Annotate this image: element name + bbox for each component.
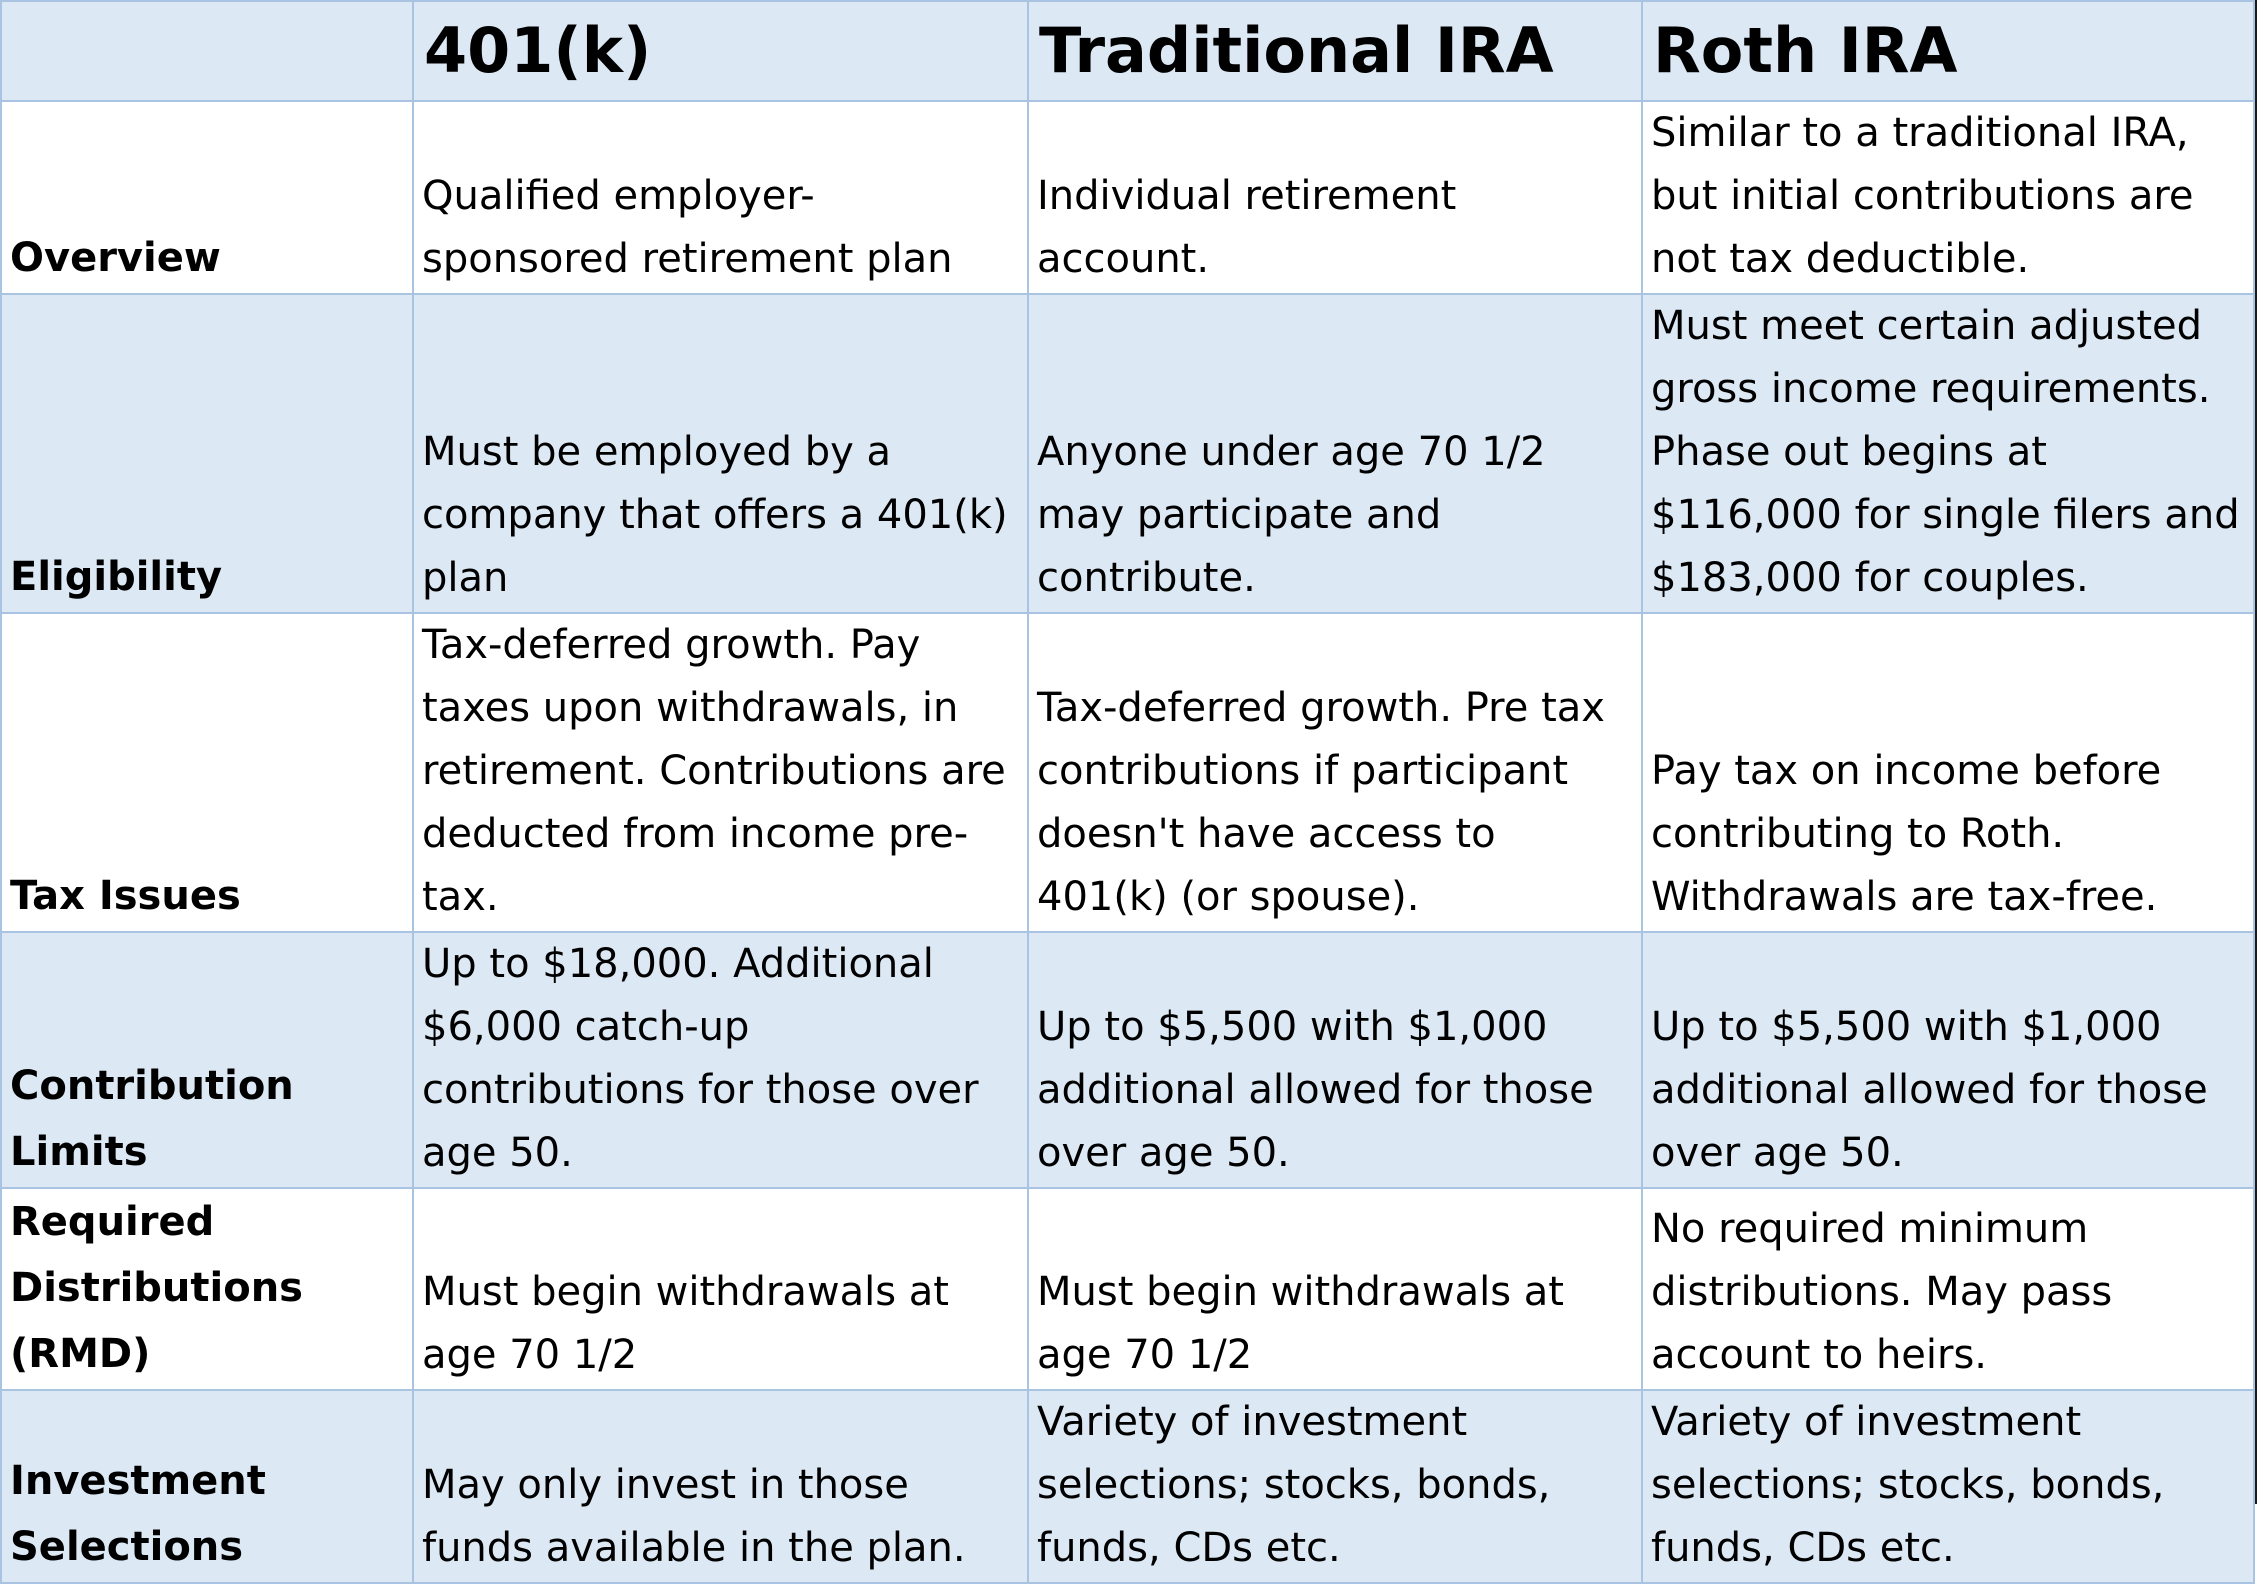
- cell-eligibility-roth-ira[interactable]: Must meet certain adjusted gross income requirements. Phase out begins at $116,000 for single filers and $183,000 for couples.: [1642, 294, 2254, 613]
- cell-tax-issues-roth-ira[interactable]: Pay tax on income before contributing to Roth. Withdrawals are tax-free.: [1642, 613, 2254, 932]
- cell-contribution-limits-roth-ira[interactable]: Up to $5,500 with $1,000 additional allowed for those over age 50.: [1642, 932, 2254, 1188]
- cell-investment-selections-traditional-ira[interactable]: Variety of investment selections; stocks, bonds, funds, CDs etc.: [1028, 1390, 1642, 1583]
- row-label-eligibility[interactable]: Eligibility: [1, 294, 413, 613]
- row-label-tax-issues[interactable]: Tax Issues: [1, 613, 413, 932]
- cell-overview-401k[interactable]: Qualified employer-sponsored retirement plan: [413, 101, 1028, 294]
- row-label-required-distributions[interactable]: Required Distributions (RMD): [1, 1188, 413, 1390]
- cell-required-distributions-roth-ira[interactable]: No required minimum distributions. May pass account to heirs.: [1642, 1188, 2254, 1390]
- header-401k[interactable]: 401(k): [413, 1, 1028, 101]
- cell-contribution-limits-traditional-ira[interactable]: Up to $5,500 with $1,000 additional allowed for those over age 50.: [1028, 932, 1642, 1188]
- cell-investment-selections-401k[interactable]: May only invest in those funds available in the plan.: [413, 1390, 1028, 1583]
- cell-required-distributions-401k[interactable]: Must begin withdrawals at age 70 1/2: [413, 1188, 1028, 1390]
- row-tax-issues: [1, 613, 2254, 932]
- cell-investment-selections-roth-ira[interactable]: Variety of investment selections; stocks, bonds, funds, CDs etc.: [1642, 1390, 2254, 1583]
- header-row: [1, 1, 2254, 101]
- cell-eligibility-traditional-ira[interactable]: Anyone under age 70 1/2 may participate and contribute.: [1028, 294, 1642, 613]
- cell-overview-roth-ira[interactable]: Similar to a traditional IRA, but initial contributions are not tax deductible.: [1642, 101, 2254, 294]
- row-required-distributions: [1, 1188, 2254, 1390]
- row-contribution-limits: [1, 932, 2254, 1188]
- cell-overview-traditional-ira[interactable]: Individual retirement account.: [1028, 101, 1642, 294]
- cell-tax-issues-traditional-ira[interactable]: Tax-deferred growth. Pre tax contributions if participant doesn't have access to 401(k) (or spouse).: [1028, 613, 1642, 932]
- row-eligibility: [1, 294, 2254, 613]
- row-label-investment-selections[interactable]: Investment Selections: [1, 1390, 413, 1583]
- cell-contribution-limits-401k[interactable]: Up to $18,000. Additional $6,000 catch-up contributions for those over age 50.: [413, 932, 1028, 1188]
- row-investment-selections: [1, 1390, 2254, 1583]
- row-overview: [1, 101, 2254, 294]
- header-roth-ira[interactable]: Roth IRA: [1642, 1, 2254, 101]
- header-corner-cell[interactable]: [1, 1, 413, 101]
- cell-eligibility-401k[interactable]: Must be employed by a company that offers a 401(k) plan: [413, 294, 1028, 613]
- header-traditional-ira[interactable]: Traditional IRA: [1028, 1, 1642, 101]
- row-label-overview[interactable]: Overview: [1, 101, 413, 294]
- cell-required-distributions-traditional-ira[interactable]: Must begin withdrawals at age 70 1/2: [1028, 1188, 1642, 1390]
- cell-tax-issues-401k[interactable]: Tax-deferred growth. Pay taxes upon withdrawals, in retirement. Contributions are deducted from income pre-tax.: [413, 613, 1028, 932]
- row-label-contribution-limits[interactable]: Contribution Limits: [1, 932, 413, 1188]
